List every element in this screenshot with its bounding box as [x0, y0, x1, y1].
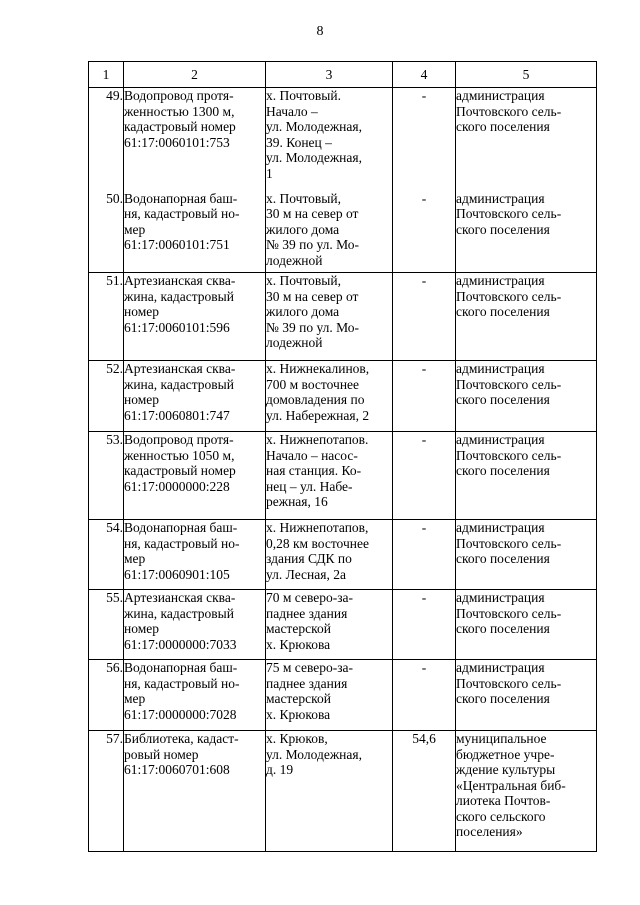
table-row — [89, 88, 597, 191]
object-holder: администрация Почтовского сель- ского поселения — [456, 191, 597, 273]
object-address: х. Нижнепотапов. Начало – насос- ная станция. Ко- нец – ул. Набе- режная, 16 — [266, 432, 393, 520]
object-value: - — [393, 361, 456, 432]
object-holder: администрация Почтовского сель- ского поселения — [456, 520, 597, 590]
column-header-holder: 5 — [456, 62, 597, 88]
object-name: Водонапорная баш- ня, кадастровый но- мер 61:17:0000000:7028 — [124, 660, 266, 731]
column-header-address: 3 — [266, 62, 393, 88]
row-number: 57. — [89, 731, 124, 852]
row-number: 52. — [89, 361, 124, 432]
row-number: 54. — [89, 520, 124, 590]
table-row — [89, 361, 597, 432]
object-value: - — [393, 590, 456, 660]
table-row — [89, 273, 597, 361]
table-row — [89, 432, 597, 520]
object-value: 54,6 — [393, 731, 456, 852]
table-row — [89, 660, 597, 731]
object-name: Водопровод протя- женностью 1050 м, кадастровый номер 61:17:0000000:228 — [124, 432, 266, 520]
object-value: - — [393, 191, 456, 273]
row-number: 56. — [89, 660, 124, 731]
object-address: х. Почтовый, 30 м на север от жилого дома № 39 по ул. Мо- лодежной — [266, 273, 393, 361]
object-address: 70 м северо-за- паднее здания мастерской х. Крюкова — [266, 590, 393, 660]
object-name: Водопровод протя- женностью 1300 м, кадастровый номер 61:17:0060101:753 — [124, 88, 266, 191]
object-address: х. Почтовый. Начало – ул. Молодежная, 39. Конец – ул. Молодежная, 1 — [266, 88, 393, 191]
object-value: - — [393, 88, 456, 191]
column-header-value: 4 — [393, 62, 456, 88]
object-name: Артезианская сква- жина, кадастровый номер 61:17:0000000:7033 — [124, 590, 266, 660]
row-number: 50. — [89, 191, 124, 273]
table-header-row — [89, 62, 597, 88]
object-value: - — [393, 432, 456, 520]
object-value: - — [393, 520, 456, 590]
object-address: х. Нижнекалинов, 700 м восточнее домовладения по ул. Набережная, 2 — [266, 361, 393, 432]
object-name: Библиотека, кадаст- ровый номер 61:17:0060701:608 — [124, 731, 266, 852]
object-value: - — [393, 273, 456, 361]
row-number: 51. — [89, 273, 124, 361]
object-address: 75 м северо-за- паднее здания мастерской х. Крюкова — [266, 660, 393, 731]
object-value: - — [393, 660, 456, 731]
table-row — [89, 520, 597, 590]
object-name: Водонапорная баш- ня, кадастровый но- мер 61:17:0060901:105 — [124, 520, 266, 590]
object-address: х. Почтовый, 30 м на север от жилого дома № 39 по ул. Мо- лодежной — [266, 191, 393, 273]
object-name: Водонапорная баш- ня, кадастровый но- мер 61:17:0060101:751 — [124, 191, 266, 273]
object-holder: администрация Почтовского сель- ского поселения — [456, 432, 597, 520]
column-header-name: 2 — [124, 62, 266, 88]
table-row — [89, 191, 597, 273]
object-holder: администрация Почтовского сель- ского поселения — [456, 590, 597, 660]
table-row — [89, 731, 597, 852]
page-number: 8 — [316, 24, 324, 39]
row-number: 49. — [89, 88, 124, 191]
object-name: Артезианская сква- жина, кадастровый номер 61:17:0060101:596 — [124, 273, 266, 361]
object-address: х. Нижнепотапов, 0,28 км восточнее здания СДК по ул. Лесная, 2а — [266, 520, 393, 590]
object-holder: администрация Почтовского сель- ского поселения — [456, 660, 597, 731]
object-holder: муниципальное бюджетное учре- ждение культуры «Центральная биб- лиотека Почтов- ского сельского поселения» — [456, 731, 597, 852]
object-holder: администрация Почтовского сель- ского поселения — [456, 361, 597, 432]
property-registry-table — [88, 61, 597, 852]
table-row — [89, 590, 597, 660]
column-header-number: 1 — [89, 62, 124, 88]
row-number: 53. — [89, 432, 124, 520]
row-number: 55. — [89, 590, 124, 660]
object-holder: администрация Почтовского сель- ского поселения — [456, 273, 597, 361]
object-holder: администрация Почтовского сель- ского поселения — [456, 88, 597, 191]
object-address: х. Крюков, ул. Молодежная, д. 19 — [266, 731, 393, 852]
object-name: Артезианская сква- жина, кадастровый номер 61:17:0060801:747 — [124, 361, 266, 432]
